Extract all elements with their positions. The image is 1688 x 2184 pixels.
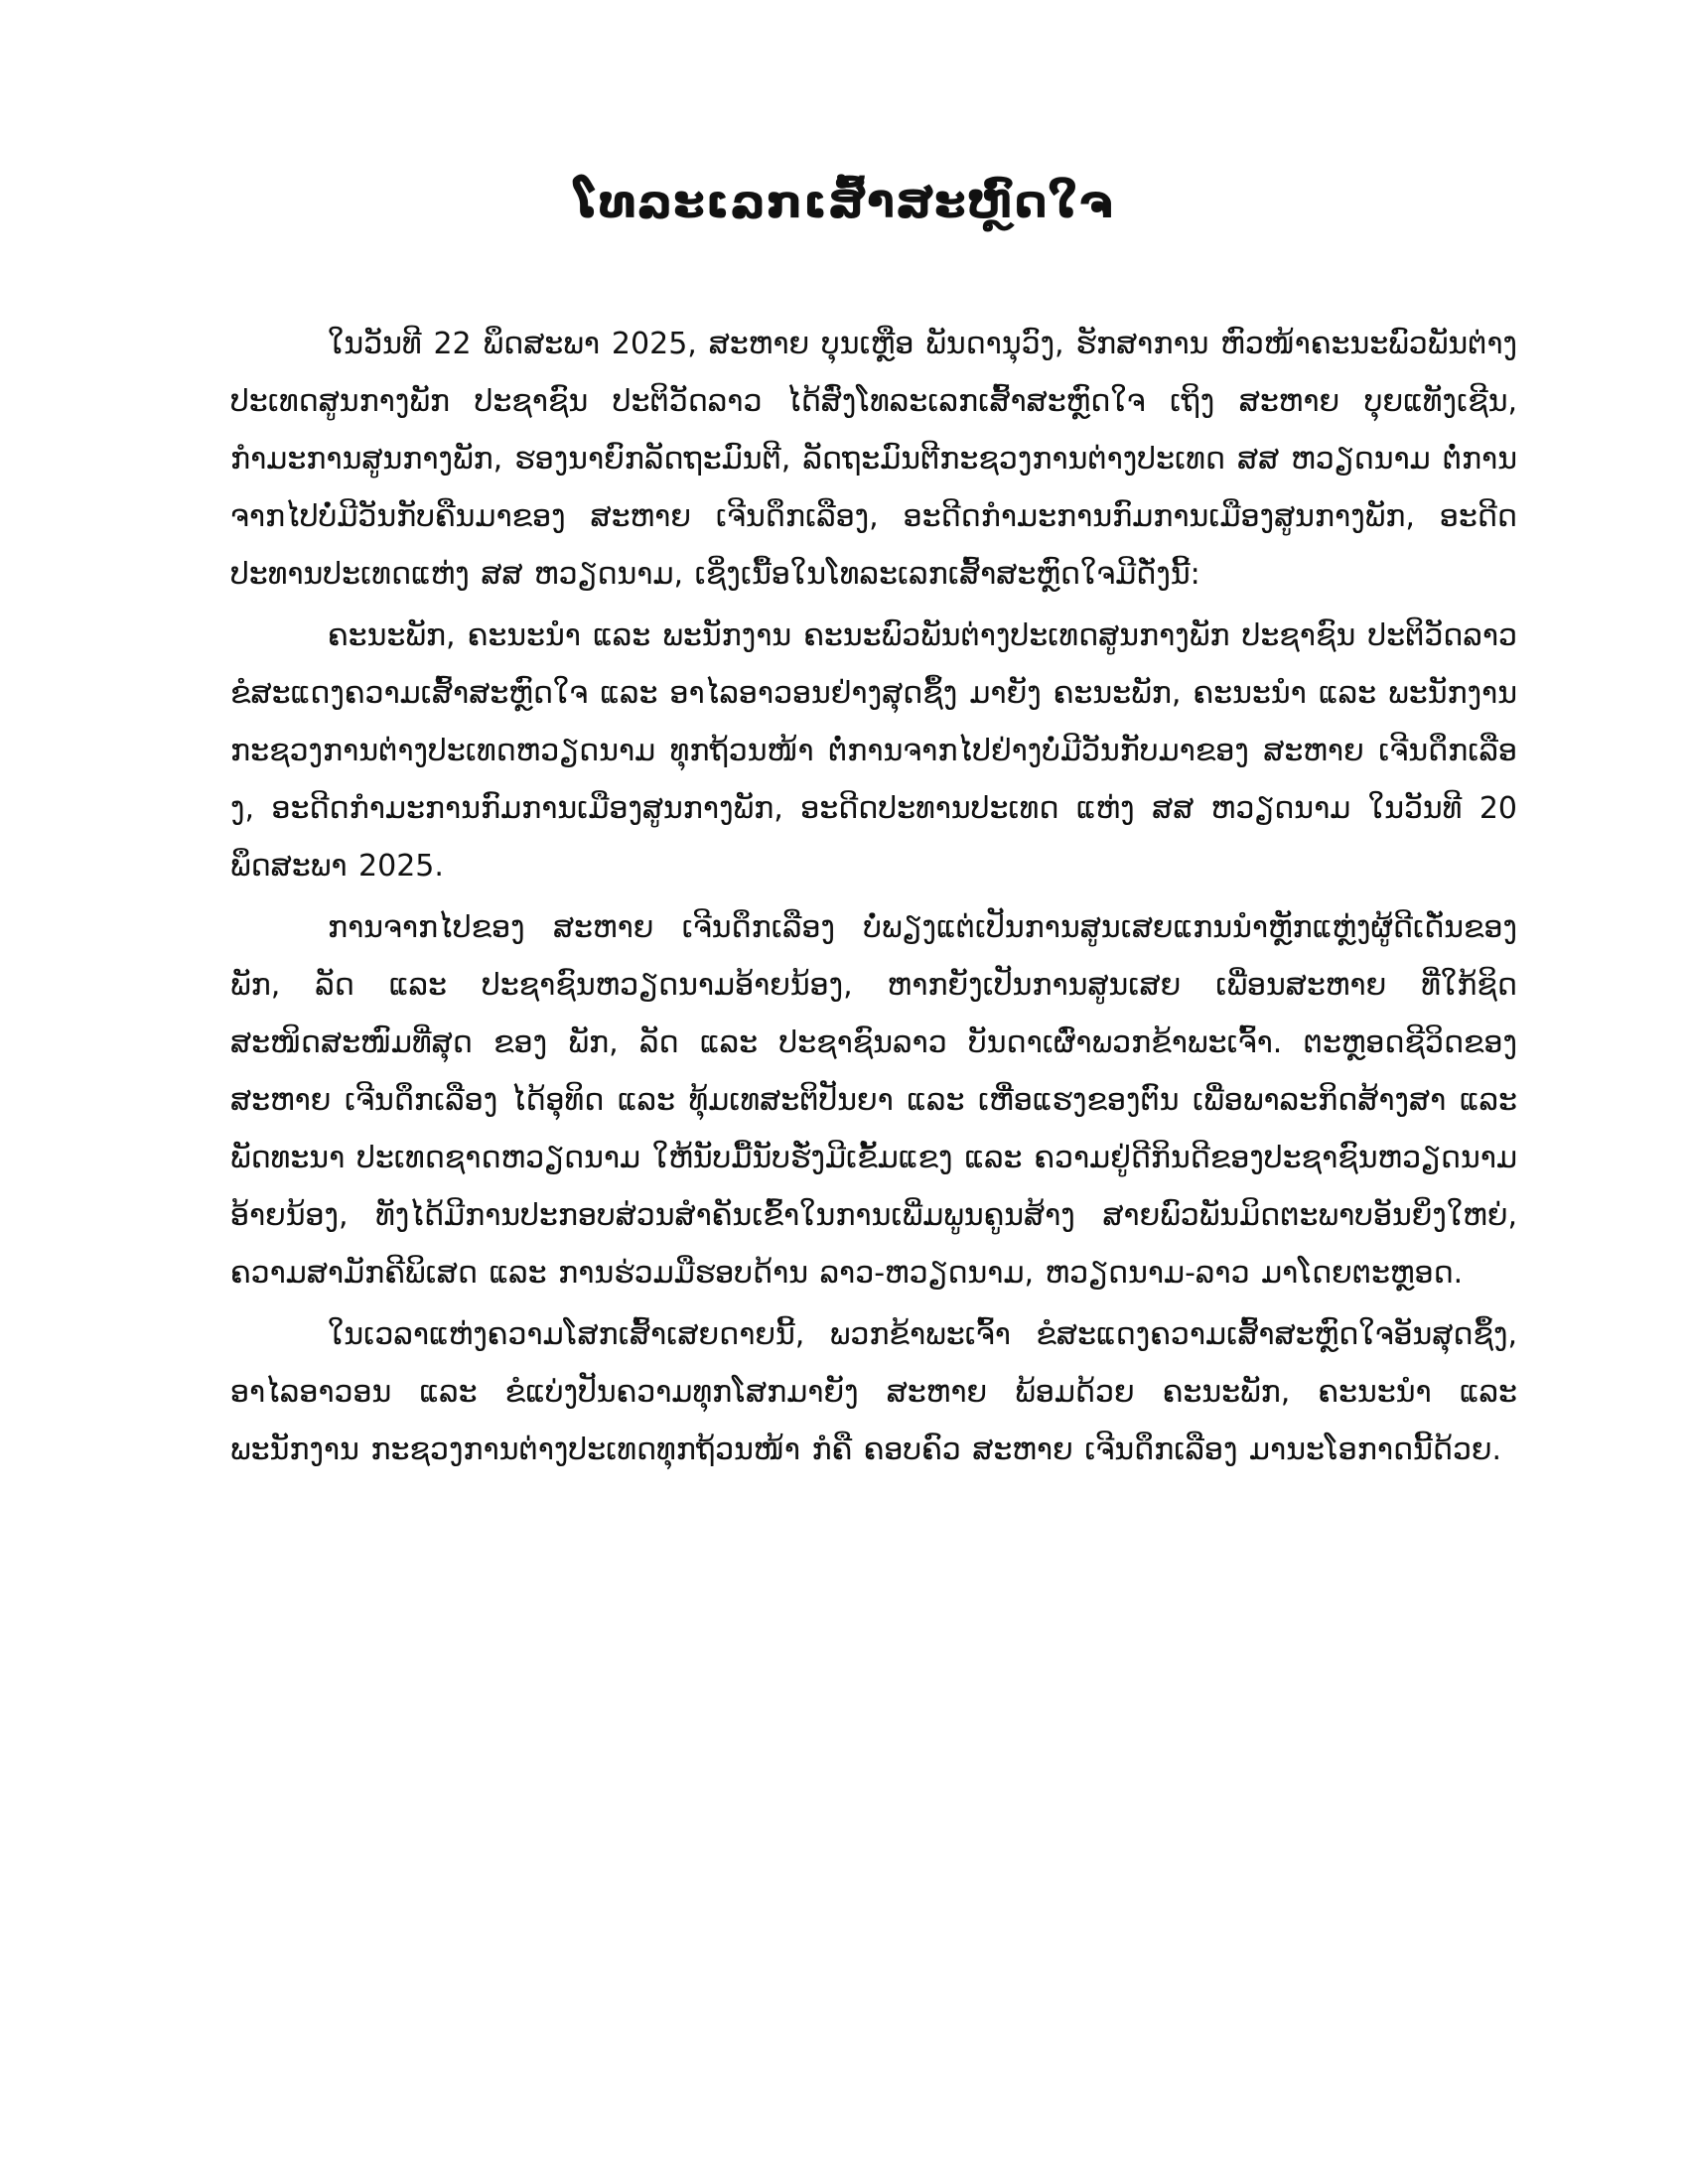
paragraph-intro: ໃນວັນທີ 22 ພຶດສະພາ 2025, ສະຫາຍ ບຸນເຫຼືອ ພັນດານຸວົງ, ຮັກສາການ ຫົວໜ້າຄະນະພົວພັນຕ່າງປະເທດສູນກາງພັກ ປະຊາຊົນ ປະຕິວັດລາວ ໄດ້ສົ່ງໂທລະເລກເສົ້າສະຫຼົດໃຈ ເຖິງ ສະຫາຍ ບຸຍແທັງເຊີນ, ກຳມະການສູນກາງພັກ, ຮອງນາຍົກລັດຖະມົນຕີ, ລັດຖະມົນຕີກະຊວງການຕ່າງປະເທດ ສສ ຫວຽດນາມ ຕໍ່ການຈາກໄປບໍ່ມີວັນກັບຄືນມາຂອງ ສະຫາຍ ເຈີນດຶກເລືອງ, ອະດີດກຳມະການກົມການເມືອງສູນກາງພັກ, ອະດີດປະທານປະເທດແຫ່ງ ສສ ຫວຽດນາມ, ເຊິ່ງເນື້ອໃນໂທລະເລກເສົ້າສະຫຼົດໃຈມີດັ່ງນີ້: (230, 327, 1517, 592)
document-body (230, 316, 1517, 1483)
paragraph-closing: ໃນເວລາແຫ່ງຄວາມໂສກເສົ້າເສຍດາຍນີ້, ພວກຂ້າພະເຈົ້າ ຂໍສະແດງຄວາມເສົ້າສະຫຼົດໃຈອັນສຸດຊຶ້ງ, ອາໄລອາວອນ ແລະ ຂໍແບ່ງປັນຄວາມທຸກໂສກມາຍັງ ສະຫາຍ ພ້ອມດ້ວຍ ຄະນະພັກ, ຄະນະນຳ ແລະ ພະນັກງານ ກະຊວງການຕ່າງປະເທດທຸກຖ້ວນໜ້າ ກໍຄື ຄອບຄົວ ສະຫາຍ ເຈີນດຶກເລືອງ ມານະໂອກາດນີ້ດ້ວຍ. (230, 1317, 1517, 1467)
document-title: ໂທລະເລກເສົ້າສະຫຼົດໃຈ (574, 175, 1114, 228)
paragraph-condolence: ຄະນະພັກ, ຄະນະນຳ ແລະ ພະນັກງານ ຄະນະພົວພັນຕ່າງປະເທດສູນກາງພັກ ປະຊາຊົນ ປະຕິວັດລາວ ຂໍສະແດງຄວາມເສົ້າສະຫຼົດໃຈ ແລະ ອາໄລອາວອນຢ່າງສຸດຊຶ້ງ ມາຍັງ ຄະນະພັກ, ຄະນະນຳ ແລະ ພະນັກງານ ກະຊວງການຕ່າງປະເທດຫວຽດນາມ ທຸກຖ້ວນໜ້າ ຕໍ່ການຈາກໄປຢ່າງບໍ່ມີວັນກັບມາຂອງ ສະຫາຍ ເຈີນດຶກເລືອງ, ອະດີດກຳມະການກົມການເມືອງສູນກາງພັກ, ອະດີດປະທານປະເທດ ແຫ່ງ ສສ ຫວຽດນາມ ໃນວັນທີ 20 ພຶດສະພາ 2025. (230, 618, 1517, 884)
paragraph-tribute: ການຈາກໄປຂອງ ສະຫາຍ ເຈີນດຶກເລືອງ ບໍ່ພຽງແຕ່ເປັນການສູນເສຍແກນນຳຫຼັກແຫຼ່ງຜູ້ດີເດັ່ນຂອງ ພັກ, ລັດ ແລະ ປະຊາຊົນຫວຽດນາມອ້າຍນ້ອງ, ຫາກຍັງເປັນການສູນເສຍ ເພື່ອນສະຫາຍ ທີ່ໃກ້ຊິດສະໜິດສະໜົມທີ່ສຸດ ຂອງ ພັກ, ລັດ ແລະ ປະຊາຊົນລາວ ບັນດາເຜົ່າພວກຂ້າພະເຈົ້າ. ຕະຫຼອດຊີວິດຂອງ ສະຫາຍ ເຈີນດຶກເລືອງ ໄດ້ອຸທິດ ແລະ ທຸ້ມເທສະຕິປັນຍາ ແລະ ເຫື່ອແຮງຂອງຕົນ ເພື່ອພາລະກິດສ້າງສາ ແລະ ພັດທະນາ ປະເທດຊາດຫວຽດນາມ ໃຫ້ນັບມື້ນັບຮັ່ງມີເຂັ້ມແຂງ ແລະ ຄວາມຢູ່ດີກິນດີຂອງປະຊາຊົນຫວຽດນາມອ້າຍນ້ອງ, ທັງໄດ້ມີການປະກອບສ່ວນສຳຄັນເຂົ້າໃນການເພີ່ມພູນຄູນສ້າງ ສາຍພົວພັນມິດຕະພາບອັນຍິ່ງໃຫຍ່, ຄວາມສາມັກຄີພິເສດ ແລະ ການຮ່ວມມືຮອບດ້ານ ລາວ-ຫວຽດນາມ, ຫວຽດນາມ-ລາວ ມາໂດຍຕະຫຼອດ. (230, 910, 1517, 1291)
